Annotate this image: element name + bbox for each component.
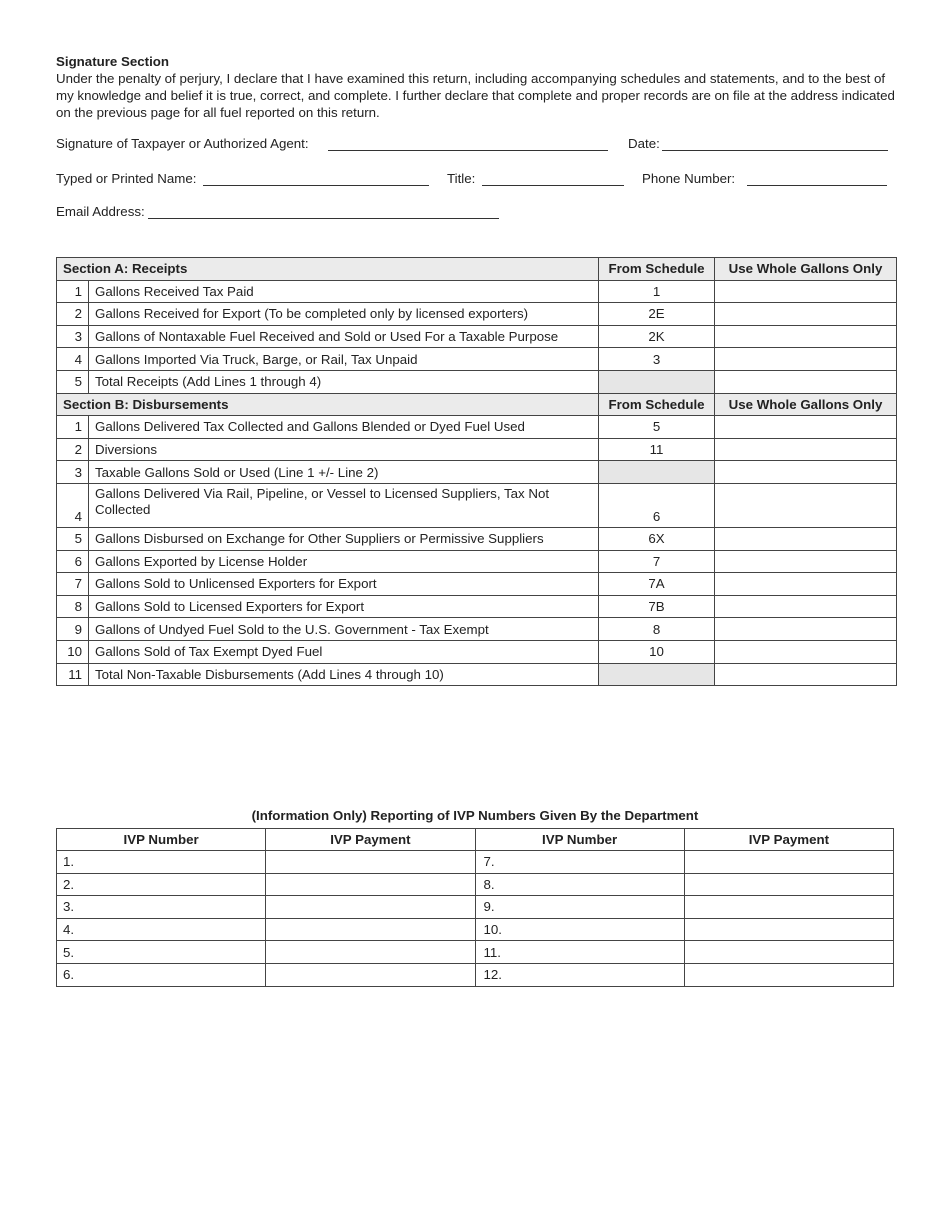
col-ivp-number: IVP Number	[475, 829, 684, 851]
col-whole-gallons: Use Whole Gallons Only	[715, 393, 897, 416]
email-label: Email Address:	[56, 204, 145, 219]
ivp-number-cell[interactable]: 6.	[57, 963, 266, 986]
table-row	[57, 873, 894, 896]
table-row	[57, 918, 894, 941]
schedule-ref: 7A	[599, 573, 715, 596]
ivp-number-cell[interactable]: 4.	[57, 918, 266, 941]
col-from-schedule: From Schedule	[599, 393, 715, 416]
ivp-payment-cell[interactable]	[266, 918, 475, 941]
signature-section-title: Signature Section	[56, 54, 170, 69]
line-number: 6	[57, 550, 89, 573]
table-row	[57, 963, 894, 986]
schedule-ref: 6	[599, 483, 715, 527]
schedule-ref: 6X	[599, 527, 715, 550]
name-field[interactable]	[203, 185, 429, 186]
ivp-payment-cell[interactable]	[684, 963, 893, 986]
signature-section	[56, 53, 896, 121]
gallons-input[interactable]	[715, 663, 897, 686]
line-description: Gallons Imported Via Truck, Barge, or Rail, Tax Unpaid	[89, 348, 599, 371]
table-row	[57, 461, 897, 484]
table-row	[57, 550, 897, 573]
ivp-payment-cell[interactable]	[266, 896, 475, 919]
gallons-input[interactable]	[715, 416, 897, 439]
line-description: Gallons Sold to Unlicensed Exporters for Export	[89, 573, 599, 596]
schedule-ref-shaded	[599, 663, 715, 686]
table-row	[57, 483, 897, 527]
line-number: 1	[57, 416, 89, 439]
line-description: Total Non-Taxable Disbursements (Add Lines 4 through 10)	[89, 663, 599, 686]
declaration-text: Under the penalty of perjury, I declare that I have examined this return, including accompanying schedules and statements, and to the best of my knowledge and belief it is true, correct, and complete. I further declare that complete and proper records are on file at the address indicated on the previous page for all fuel reported on this return.	[56, 71, 895, 120]
table-row	[57, 370, 897, 393]
ivp-payment-cell[interactable]	[266, 873, 475, 896]
line-number: 2	[57, 438, 89, 461]
table-row	[57, 640, 897, 663]
ivp-payment-cell[interactable]	[684, 918, 893, 941]
table-row	[57, 325, 897, 348]
gallons-input[interactable]	[715, 595, 897, 618]
ivp-number-cell[interactable]: 5.	[57, 941, 266, 964]
ivp-payment-cell[interactable]	[684, 873, 893, 896]
table-row	[57, 618, 897, 641]
date-field[interactable]	[662, 150, 888, 151]
schedule-ref: 7B	[599, 595, 715, 618]
line-number: 10	[57, 640, 89, 663]
line-description: Gallons Exported by License Holder	[89, 550, 599, 573]
ivp-caption: (Information Only) Reporting of IVP Numbers Given By the Department	[251, 808, 699, 823]
gallons-input[interactable]	[715, 461, 897, 484]
email-field[interactable]	[148, 218, 499, 219]
line-number: 5	[57, 370, 89, 393]
col-ivp-payment: IVP Payment	[684, 829, 893, 851]
gallons-input[interactable]	[715, 438, 897, 461]
line-description: Diversions	[89, 438, 599, 461]
ivp-number-cell[interactable]: 11.	[475, 941, 684, 964]
ivp-payment-cell[interactable]	[266, 941, 475, 964]
phone-label: Phone Number:	[642, 171, 736, 186]
schedule-ref-shaded	[599, 370, 715, 393]
line-number: 4	[57, 348, 89, 371]
ivp-table	[56, 828, 894, 987]
signature-field[interactable]	[328, 150, 608, 151]
ivp-payment-cell[interactable]	[684, 896, 893, 919]
gallons-input[interactable]	[715, 348, 897, 371]
line-number: 3	[57, 461, 89, 484]
ivp-number-cell[interactable]: 7.	[475, 851, 684, 874]
table-row	[57, 941, 894, 964]
ivp-number-cell[interactable]: 9.	[475, 896, 684, 919]
gallons-input[interactable]	[715, 618, 897, 641]
gallons-input[interactable]	[715, 303, 897, 326]
gallons-input[interactable]	[715, 325, 897, 348]
ivp-number-cell[interactable]: 3.	[57, 896, 266, 919]
table-row	[57, 280, 897, 303]
ivp-number-cell[interactable]: 2.	[57, 873, 266, 896]
gallons-input[interactable]	[715, 640, 897, 663]
line-description: Gallons Received for Export (To be completed only by licensed exporters)	[89, 303, 599, 326]
gallons-input[interactable]	[715, 550, 897, 573]
table-row	[57, 896, 894, 919]
col-ivp-payment: IVP Payment	[266, 829, 475, 851]
line-description: Gallons Disbursed on Exchange for Other Suppliers or Permissive Suppliers	[89, 527, 599, 550]
table-row	[57, 303, 897, 326]
line-number: 5	[57, 527, 89, 550]
gallons-input[interactable]	[715, 573, 897, 596]
table-row	[57, 438, 897, 461]
line-description: Taxable Gallons Sold or Used (Line 1 +/- Line 2)	[89, 461, 599, 484]
ivp-number-cell[interactable]: 12.	[475, 963, 684, 986]
gallons-input[interactable]	[715, 483, 897, 527]
ivp-number-cell[interactable]: 8.	[475, 873, 684, 896]
ivp-payment-cell[interactable]	[684, 941, 893, 964]
schedule-ref: 2K	[599, 325, 715, 348]
date-label: Date:	[628, 136, 660, 151]
schedule-ref: 3	[599, 348, 715, 371]
col-from-schedule: From Schedule	[599, 258, 715, 281]
table-row	[57, 851, 894, 874]
line-description: Gallons Sold of Tax Exempt Dyed Fuel	[89, 640, 599, 663]
schedule-ref: 7	[599, 550, 715, 573]
section-b-heading: Section B: Disbursements	[57, 393, 599, 416]
table-row	[57, 348, 897, 371]
ivp-payment-cell[interactable]	[266, 963, 475, 986]
line-description: Total Receipts (Add Lines 1 through 4)	[89, 370, 599, 393]
col-ivp-number: IVP Number	[57, 829, 266, 851]
ivp-number-cell[interactable]: 1.	[57, 851, 266, 874]
ivp-number-cell[interactable]: 10.	[475, 918, 684, 941]
gallons-input[interactable]	[715, 527, 897, 550]
ivp-payment-cell[interactable]	[266, 851, 475, 874]
col-whole-gallons: Use Whole Gallons Only	[715, 258, 897, 281]
ivp-payment-cell[interactable]	[684, 851, 893, 874]
line-number: 4	[57, 483, 89, 527]
section-b-header	[57, 393, 897, 416]
section-a-header	[57, 258, 897, 281]
line-description: Gallons of Undyed Fuel Sold to the U.S. Government - Tax Exempt	[89, 618, 599, 641]
receipts-disbursements-table	[56, 257, 897, 686]
section-a-heading: Section A: Receipts	[57, 258, 599, 281]
title-label: Title:	[447, 171, 476, 186]
phone-field[interactable]	[747, 185, 887, 186]
table-row	[57, 573, 897, 596]
line-number: 2	[57, 303, 89, 326]
line-number: 11	[57, 663, 89, 686]
title-field[interactable]	[482, 185, 624, 186]
schedule-ref-shaded	[599, 461, 715, 484]
line-number: 3	[57, 325, 89, 348]
signature-label: Signature of Taxpayer or Authorized Agent:	[56, 136, 309, 151]
line-description: Gallons Received Tax Paid	[89, 280, 599, 303]
line-description: Gallons Sold to Licensed Exporters for Export	[89, 595, 599, 618]
name-label: Typed or Printed Name:	[56, 171, 197, 186]
line-description: Gallons Delivered Tax Collected and Gallons Blended or Dyed Fuel Used	[89, 416, 599, 439]
schedule-ref: 2E	[599, 303, 715, 326]
schedule-ref: 5	[599, 416, 715, 439]
schedule-ref: 8	[599, 618, 715, 641]
line-description: Gallons Delivered Via Rail, Pipeline, or Vessel to Licensed Suppliers, Tax Not Collected	[89, 483, 599, 527]
line-number: 7	[57, 573, 89, 596]
gallons-input[interactable]	[715, 280, 897, 303]
line-description: Gallons of Nontaxable Fuel Received and Sold or Used For a Taxable Purpose	[89, 325, 599, 348]
gallons-input[interactable]	[715, 370, 897, 393]
table-row	[57, 416, 897, 439]
ivp-header-row	[57, 829, 894, 851]
line-number: 8	[57, 595, 89, 618]
line-number: 9	[57, 618, 89, 641]
table-row	[57, 595, 897, 618]
table-row	[57, 527, 897, 550]
schedule-ref: 1	[599, 280, 715, 303]
schedule-ref: 10	[599, 640, 715, 663]
table-row	[57, 663, 897, 686]
line-number: 1	[57, 280, 89, 303]
schedule-ref: 11	[599, 438, 715, 461]
